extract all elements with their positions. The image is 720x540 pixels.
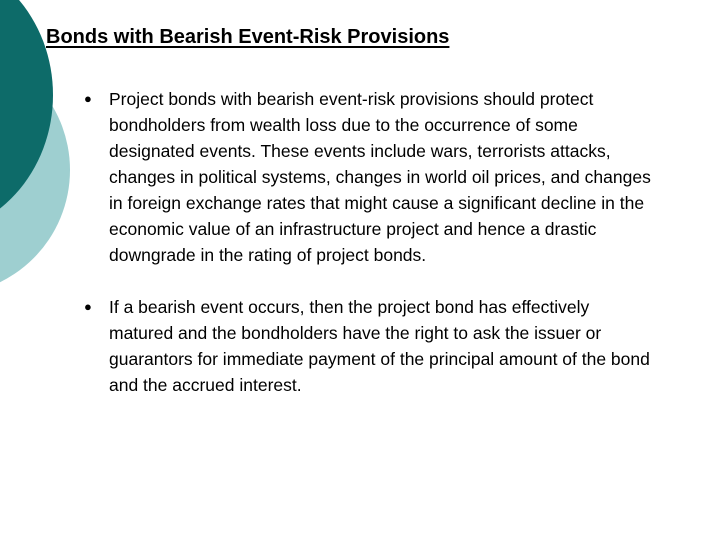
bullet-dot-icon: ●	[84, 299, 92, 314]
slide-title: Bonds with Bearish Event-Risk Provisions	[46, 26, 450, 48]
bullet-item-1	[84, 86, 654, 268]
bullet-item-2	[84, 294, 654, 398]
bullet-list	[84, 86, 654, 424]
bullet-dot-icon: ●	[84, 91, 92, 106]
bullet-text-1: Project bonds with bearish event-risk provisions should protect bondholders from wealth loss due to the occurrence of some designated events. These events include wars, terrorists attacks, changes in political systems, changes in world oil prices, and changes in foreign exchange rates that might cause a significant decline in the economic value of an infrastructure project and hence a drastic downgrade in the rating of project bonds.	[109, 89, 651, 265]
bullet-text-2: If a bearish event occurs, then the project bond has effectively matured and the bondholders have the right to ask the issuer or guarantors for immediate payment of the principal amount of the bond and the accrued interest.	[109, 297, 650, 395]
